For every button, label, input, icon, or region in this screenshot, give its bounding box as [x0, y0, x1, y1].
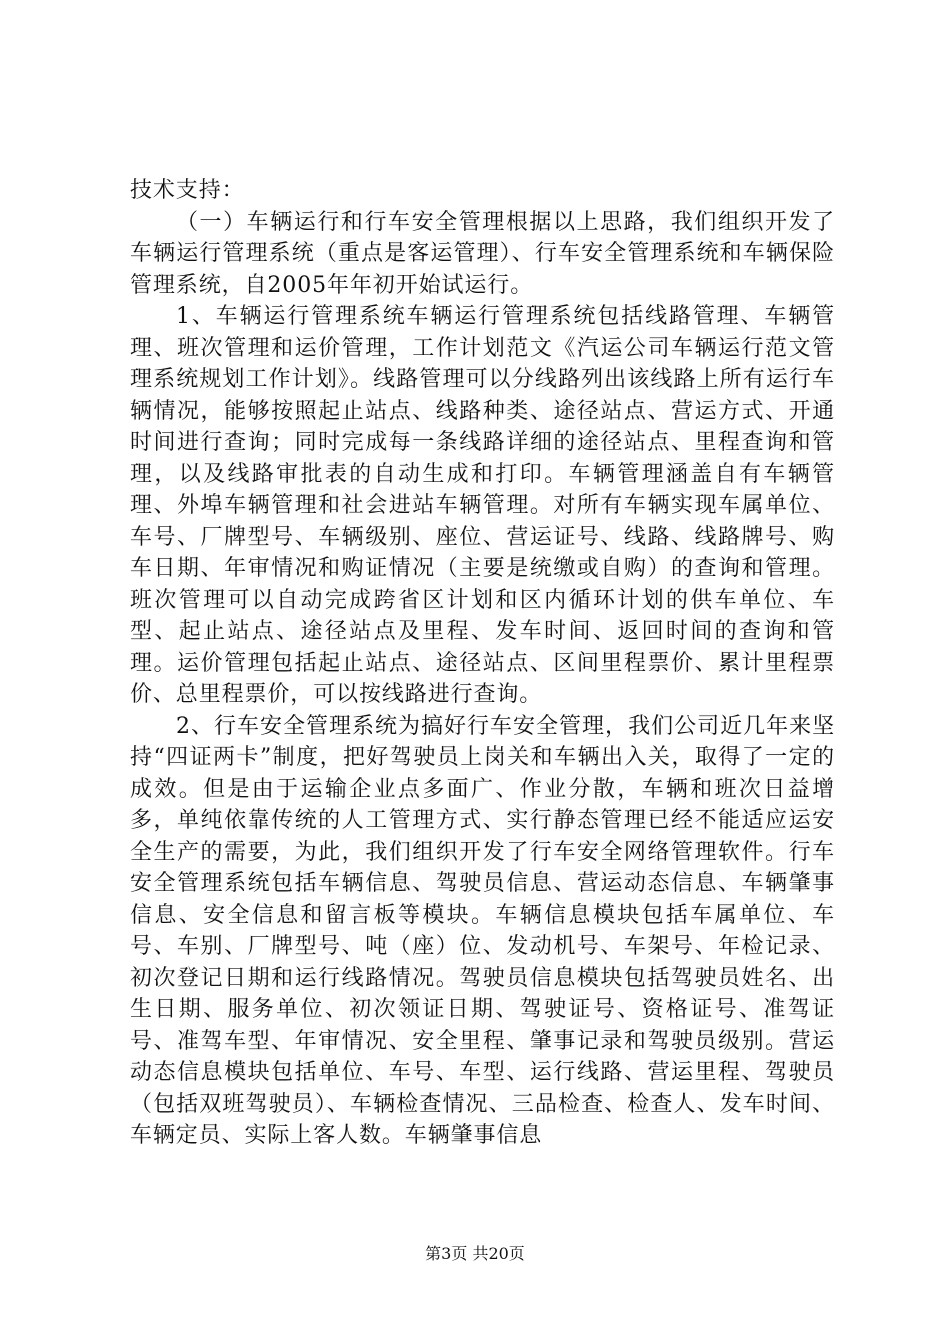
section-heading: 技术支持： [130, 178, 245, 203]
document-body [130, 175, 835, 1152]
page-number-footer: 第3页 共20页 [425, 1244, 525, 1263]
paragraph-vehicle-operation-system: 1、车辆运行管理系统车辆运行管理系统包括线路管理、车辆管理、班次管理和运价管理，工作计划范文《汽运公司车辆运行范文管理系统规划工作计划》。线路管理可以分线路列出该线路上所有运行车辆情况，能够按照起止站点、线路种类、途径站点、营运方式、开通时间进行查询；同时完成每一条线路详细的途径站点、里程查询和管理，以及线路审批表的自动生成和打印。车辆管理涵盖自有车辆管理、外埠车辆管理和社会进站车辆管理。对所有车辆实现车属单位、车号、厂牌型号、车辆级别、座位、营运证号、线路、线路牌号、购车日期、年审情况和购证情况（主要是统缴或自购）的查询和管理。班次管理可以自动完成跨省区计划和区内循环计划的供车单位、车型、起止站点、途径站点及里程、发车时间、返回时间的查询和管理。运价管理包括起止站点、途径站点、区间里程票价、累计里程票价、总里程票价，可以按线路进行查询。 [130, 304, 835, 707]
paragraph-driving-safety-system: 2、行车安全管理系统为搞好行车安全管理，我们公司近几年来坚持“四证两卡”制度，把好驾驶员上岗关和车辆出入关，取得了一定的成效。但是由于运输企业点多面广、作业分散，车辆和班次日益增多，单纯依靠传统的人工管理方式、实行静态管理已经不能适应运安全生产的需要，为此，我们组织开发了行车安全网络管理软件。行车安全管理系统包括车辆信息、驾驶员信息、营运动态信息、车辆肇事信息、安全信息和留言板等模块。车辆信息模块包括车属单位、车号、车别、厂牌型号、吨（座）位、发动机号、车架号、年检记录、初次登记日期和运行线路情况。驾驶员信息模块包括驾驶员姓名、出生日期、服务单位、初次领证日期、驾驶证号、资格证号、准驾证号、准驾车型、年审情况、安全里程、肇事记录和驾驶员级别。营运动态信息模块包括单位、车号、车型、运行线路、营运里程、驾驶员（包括双班驾驶员）、车辆检查情况、三品检查、检查人、发车时间、车辆定员、实际上客人数。车辆肇事信息 [130, 713, 835, 1148]
paragraph-overview: （一）车辆运行和行车安全管理根据以上思路，我们组织开发了车辆运行管理系统（重点是客运管理）、行车安全管理系统和车辆保险管理系统，自2005年年初开始试运行。 [130, 209, 835, 298]
